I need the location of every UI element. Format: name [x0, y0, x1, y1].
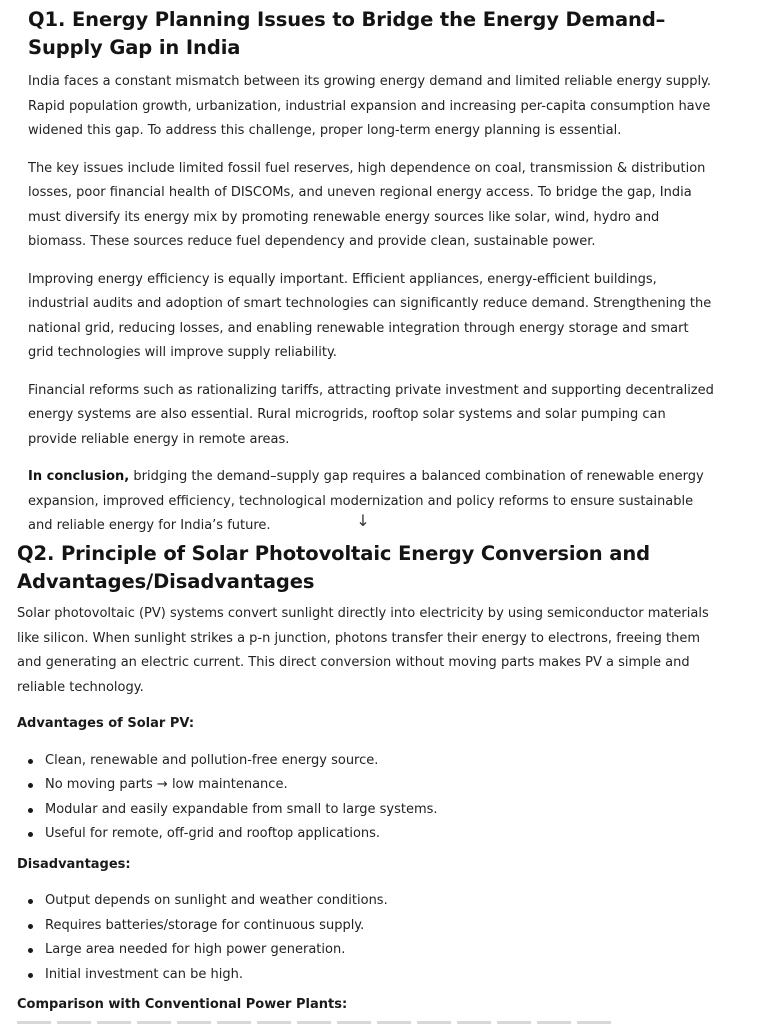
advantages-list: [17, 749, 717, 847]
q1-paragraph-1: India faces a constant mismatch between its growing energy demand and limited reliable energy supply. Rapid population growth, urbanization, industrial expansion and increasing per-capita consumption have widened this gap. To address this challenge, proper long-term energy planning is essential.: [28, 74, 712, 138]
list-item: [17, 914, 717, 939]
question-1-section: [28, 6, 718, 552]
bullet-icon: [28, 832, 33, 837]
disadvantages-heading: Disadvantages:: [17, 856, 131, 872]
list-item-text: Modular and easily expandable from small to large systems.: [45, 801, 438, 817]
bullet-icon: [28, 759, 33, 764]
q1-conclusion-paragraph: [28, 465, 718, 539]
bullet-icon: [28, 808, 33, 813]
list-item: [17, 822, 717, 847]
list-item-text: Output depends on sunlight and weather conditions.: [45, 893, 388, 908]
list-item-text: Useful for remote, off-grid and rooftop applications.: [45, 826, 381, 841]
list-item: [17, 798, 717, 823]
question-2-section: [17, 540, 717, 1024]
bullet-icon: [28, 783, 33, 788]
cut-off-text-line: [17, 1017, 617, 1024]
q1-paragraph-3: Improving energy efficiency is equally important. Efficient appliances, energy-efficient buildings, industrial audits and adoption of smart technologies can significantly reduce demand. Strengthening the national grid, reducing losses, and enabling renewable integration through energy storage and smart grid technologies will improve supply reliability.: [28, 271, 712, 360]
list-item-text: Large area needed for high power generation.: [45, 942, 346, 957]
list-item-text: Clean, renewable and pollution-free energy source.: [45, 752, 379, 768]
list-item: [17, 938, 717, 963]
list-item-text: Initial investment can be high.: [45, 966, 243, 982]
bullet-icon: [28, 973, 33, 978]
arrow-down-icon[interactable]: ↓: [356, 511, 370, 530]
q2-intro-paragraph: Solar photovoltaic (PV) systems convert sunlight directly into electricity by using semiconductor materials like silicon. When sunlight strikes a p-n junction, photons transfer their energy to electrons, freeing them and generating an electric current. This direct conversion without moving parts makes PV a simple and reliable technology.: [17, 606, 709, 695]
bullet-icon: [28, 899, 33, 904]
conclusion-text: bridging the demand–supply gap requires a balanced combination of renewable energy expansion, improved efficiency, technological modernization and policy reforms to ensure sustainable and reliable energy for India’s future.: [28, 469, 704, 533]
conclusion-lead: In conclusion,: [28, 469, 130, 484]
comparison-heading: Comparison with Conventional Power Plants:: [17, 997, 348, 1012]
list-item: [17, 773, 717, 798]
question-2-title: Q2. Principle of Solar Photovoltaic Energy Conversion and Advantages/Disadvantages: [17, 542, 650, 593]
q1-paragraph-2: The key issues include limited fossil fuel reserves, high dependence on coal, transmission & distribution losses, poor financial health of DISCOMs, and uneven regional energy access. To bridge the gap, India must diversify its energy mix by promoting renewable energy sources like solar, wind, hydro and biomass. These sources reduce fuel dependency and provide clean, sustainable power.: [28, 160, 706, 249]
question-1-title: Q1. Energy Planning Issues to Bridge the Energy Demand–Supply Gap in India: [28, 8, 666, 59]
advantages-heading: Advantages of Solar PV:: [17, 716, 195, 731]
list-item: [17, 889, 717, 914]
disadvantages-list: [17, 889, 717, 987]
list-item-text: No moving parts → low maintenance.: [45, 777, 288, 792]
list-item: [17, 749, 717, 774]
list-item: [17, 963, 717, 988]
bullet-icon: [28, 948, 33, 953]
list-item-text: Requires batteries/storage for continuous supply.: [45, 917, 365, 933]
bullet-icon: [28, 924, 33, 929]
q1-paragraph-4: Financial reforms such as rationalizing tariffs, attracting private investment and supporting decentralized energy systems are also essential. Rural microgrids, rooftop solar systems and solar pumping can provide reliable energy in remote areas.: [28, 382, 714, 447]
